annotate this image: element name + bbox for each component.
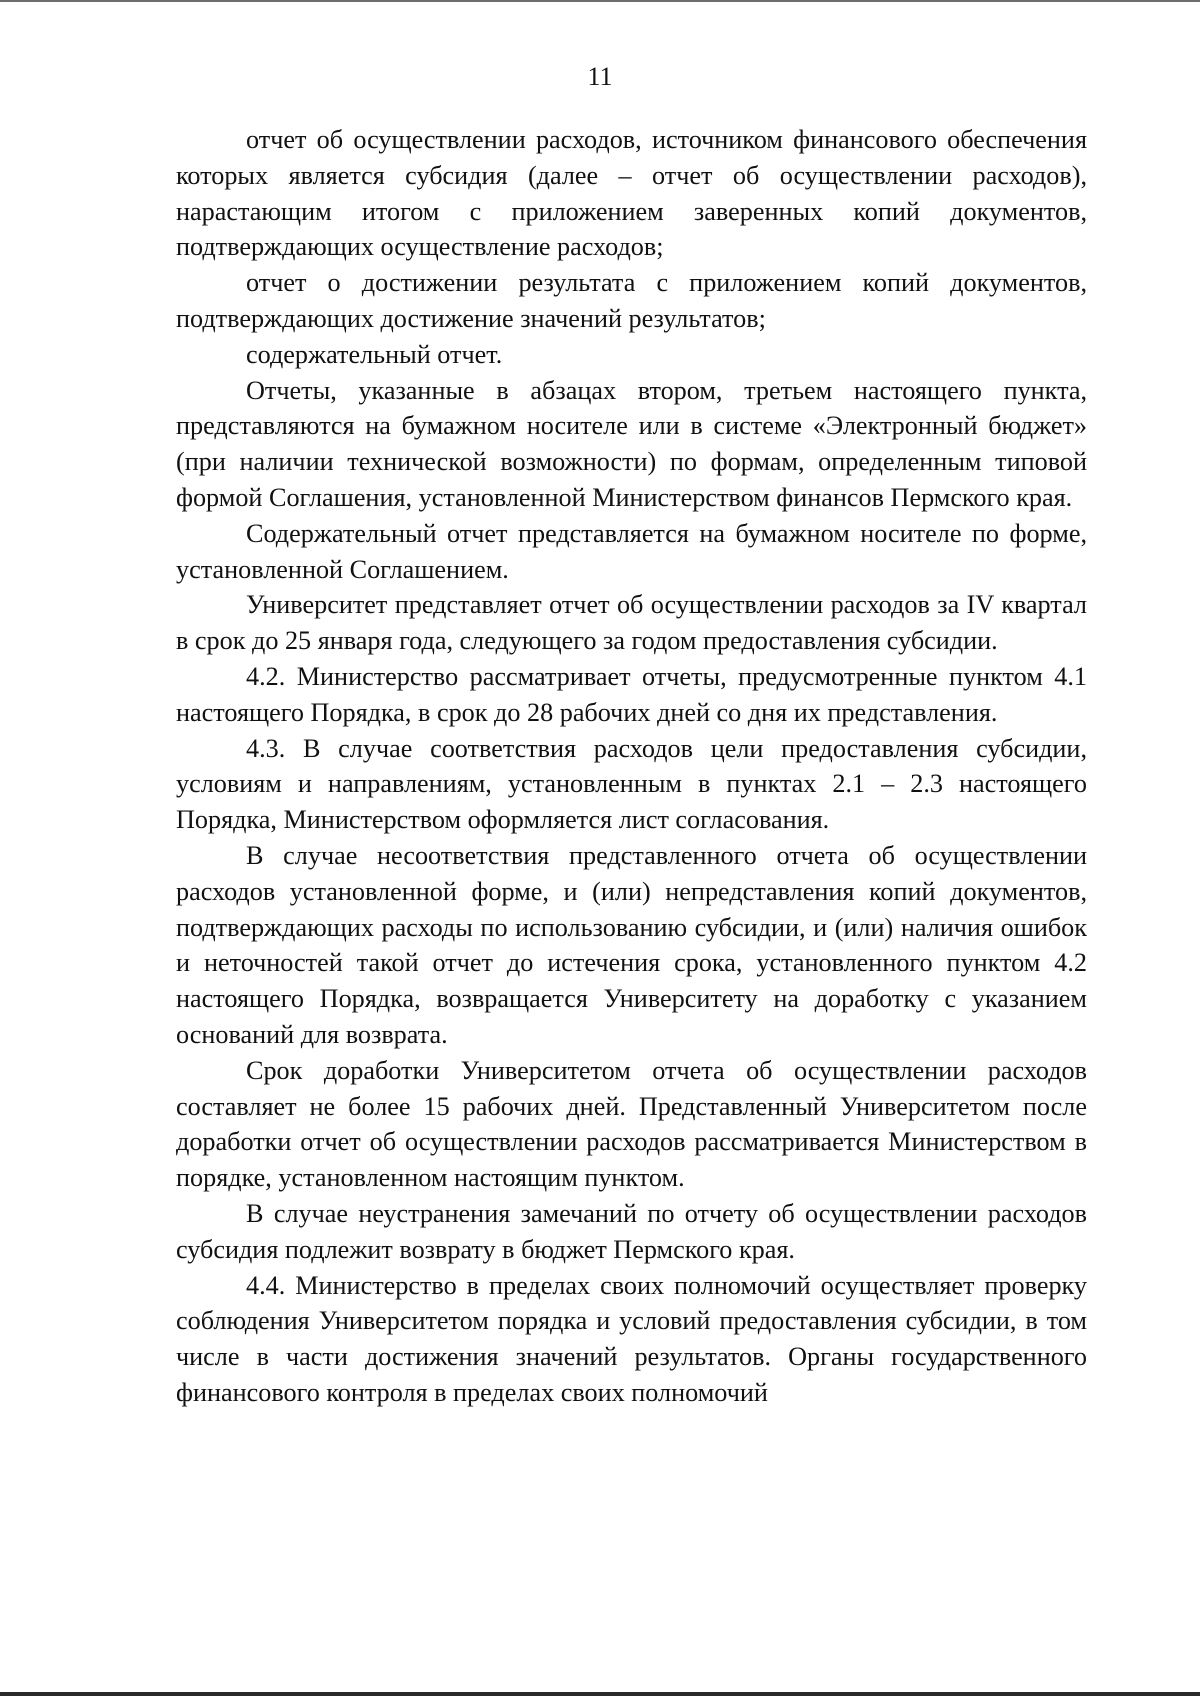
- paragraph-4-4: 4.4. Министерство в пределах своих полномочий осуществляет проверку соблюдения Университетом порядка и условий предоставления субсидии, в том числе в части достижения значений результатов. Органы государственного финансового контроля в пределах своих полномочий: [176, 1270, 1087, 1407]
- paragraph-refund: В случае неустранения замечаний по отчету об осуществлении расходов субсидия подлежит возврату в бюджет Пермского края.: [176, 1198, 1087, 1264]
- paragraph-result-report: отчет о достижении результата с приложением копий документов, подтверждающих достижение значений результатов;: [176, 268, 1087, 333]
- document-body: [176, 122, 1087, 1411]
- paragraph-4-3: 4.3. В случае соответствия расходов цели предоставления субсидии, условиям и направлениям, установленным в пунктах 2.1 – 2.3 настоящего Порядка, Министерством оформляется лист согласования.: [176, 733, 1087, 835]
- paragraph-revision-term: Срок доработки Университетом отчета об осуществлении расходов составляет не более 15 рабочих дней. Представленный Университетом после доработки отчет об осуществлении расходов рассматривается Министерством в порядке, установленном настоящим пунктом.: [176, 1055, 1087, 1193]
- paragraph-expenses-report: отчет об осуществлении расходов, источником финансового обеспечения которых является субсидия (далее – отчет об осуществлении расходов), нарастающим итогом с приложением заверенных копий документов, подтверждающих осуществление расходов;: [176, 125, 1087, 262]
- paragraph-content-report-form: Содержательный отчет представляется на бумажном носителе по форме, установленной Соглашением.: [176, 518, 1087, 584]
- paragraph-4-2: 4.2. Министерство рассматривает отчеты, предусмотренные пунктом 4.1 настоящего Порядка, в срок до 28 рабочих дней со дня их представления.: [176, 661, 1087, 727]
- paragraph-q4-deadline: Университет представляет отчет об осуществлении расходов за IV квартал в срок до 25 января года, следующего за годом предоставления субсидии.: [176, 590, 1087, 656]
- paragraph-reports-submission: Отчеты, указанные в абзацах втором, третьем настоящего пункта, представляются на бумажном носителе или в системе «Электронный бюджет» (при наличии технической возможности) по формам, определенным типовой формой Соглашения, установленной Министерством финансов Пермского края.: [176, 375, 1087, 512]
- paragraph-noncompliance: В случае несоответствия представленного отчета об осуществлении расходов установленной форме, и (или) непредставления копий документов, подтверждающих расходы по использованию субсидии, и (или) наличия ошибок и неточностей такой отчет до истечения срока, установленного пунктом 4.2 настоящего Порядка, возвращается Университету на доработку с указанием оснований для возврата.: [176, 840, 1087, 1049]
- page-number: 11: [587, 62, 613, 91]
- scan-edge-bottom: [0, 1692, 1200, 1696]
- scan-edge-top: [0, 0, 1200, 2]
- paragraph-content-report: содержательный отчет.: [246, 339, 503, 369]
